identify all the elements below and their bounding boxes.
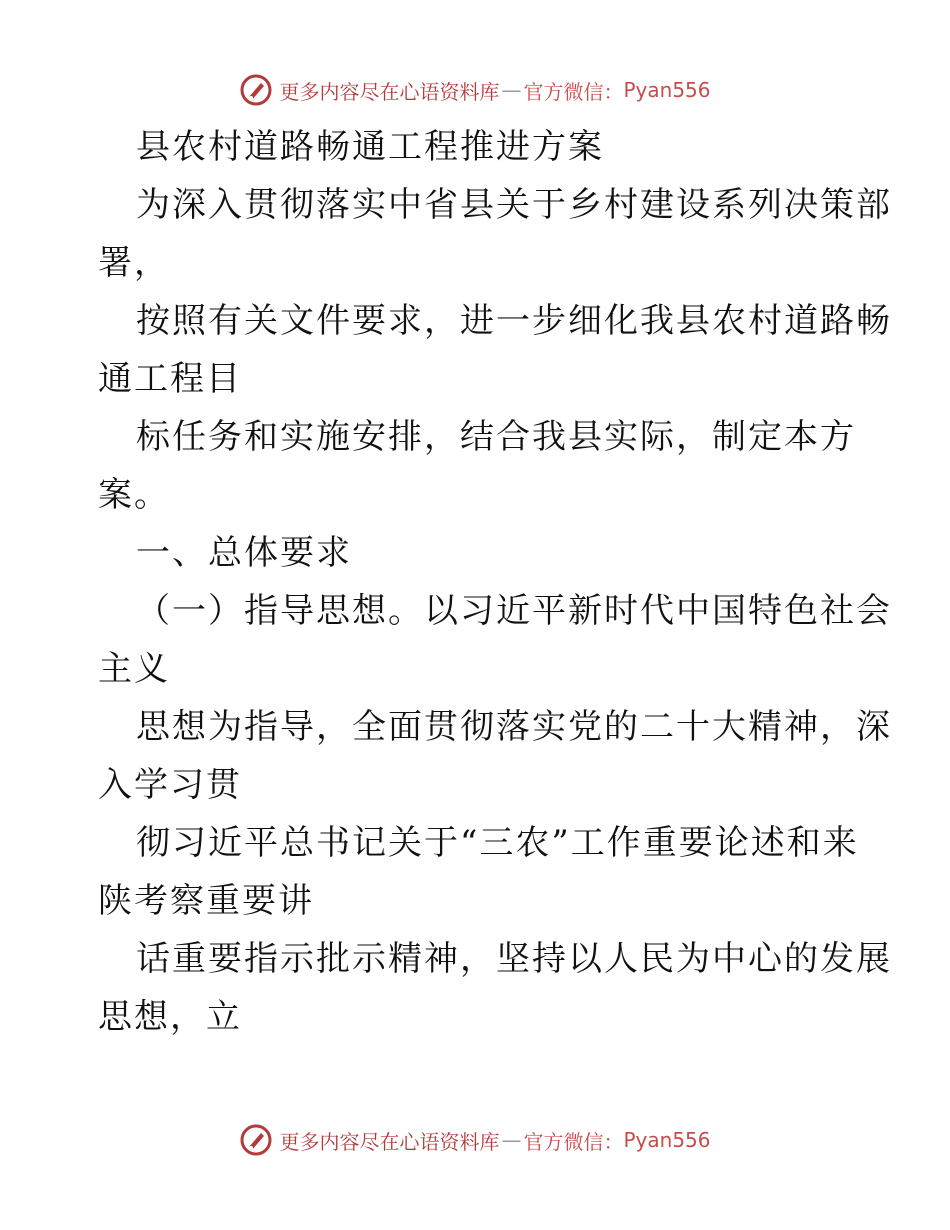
document-body [98, 118, 892, 1046]
header-wechat-id: Pyan556 [623, 78, 711, 102]
paragraph-line: 案。 [98, 475, 170, 515]
paragraph-line: 按照有关文件要求，进一步细化我县农村道路畅 [136, 301, 892, 341]
header-banner [0, 70, 950, 110]
header-site-text: 更多内容尽在心语资料库 [279, 79, 500, 104]
footer-site-text: 更多内容尽在心语资料库 [279, 1129, 500, 1154]
paragraph-line: 陕考察重要讲 [98, 881, 314, 921]
header-wechat-label: 官方微信： [523, 79, 624, 104]
footer-wechat-label: 官方微信： [523, 1129, 624, 1154]
footer-banner [0, 1120, 950, 1160]
paragraph-line: 彻习近平总书记关于“三农”工作重要论述和来 [136, 823, 859, 863]
footer-separator: — [501, 1128, 522, 1152]
footer-wechat-id: Pyan556 [623, 1128, 711, 1152]
paragraph-line: 主义 [98, 649, 170, 689]
section-heading: 一、总体要求 [136, 533, 352, 573]
paragraph-line: （一）指导思想。以习近平新时代中国特色社会 [136, 591, 892, 631]
paragraph-line: 入学习贯 [98, 765, 242, 805]
paragraph-line: 通工程目 [98, 359, 242, 399]
document-title: 县农村道路畅通工程推进方案 [136, 127, 604, 167]
paragraph-line: 标任务和实施安排，结合我县实际，制定本方 [136, 417, 856, 457]
paragraph-line: 思想，立 [98, 997, 242, 1037]
paragraph-line: 为深入贯彻落实中省县关于乡村建设系列决策部 [136, 185, 892, 225]
paragraph-line: 话重要指示批示精神，坚持以人民为中心的发展 [136, 939, 892, 979]
header-separator: — [501, 78, 522, 102]
paragraph-line: 署， [98, 243, 170, 283]
pen-logo-icon [239, 1123, 273, 1157]
paragraph-line: 思想为指导，全面贯彻落实党的二十大精神，深 [136, 707, 892, 747]
pen-logo-icon [239, 73, 273, 107]
